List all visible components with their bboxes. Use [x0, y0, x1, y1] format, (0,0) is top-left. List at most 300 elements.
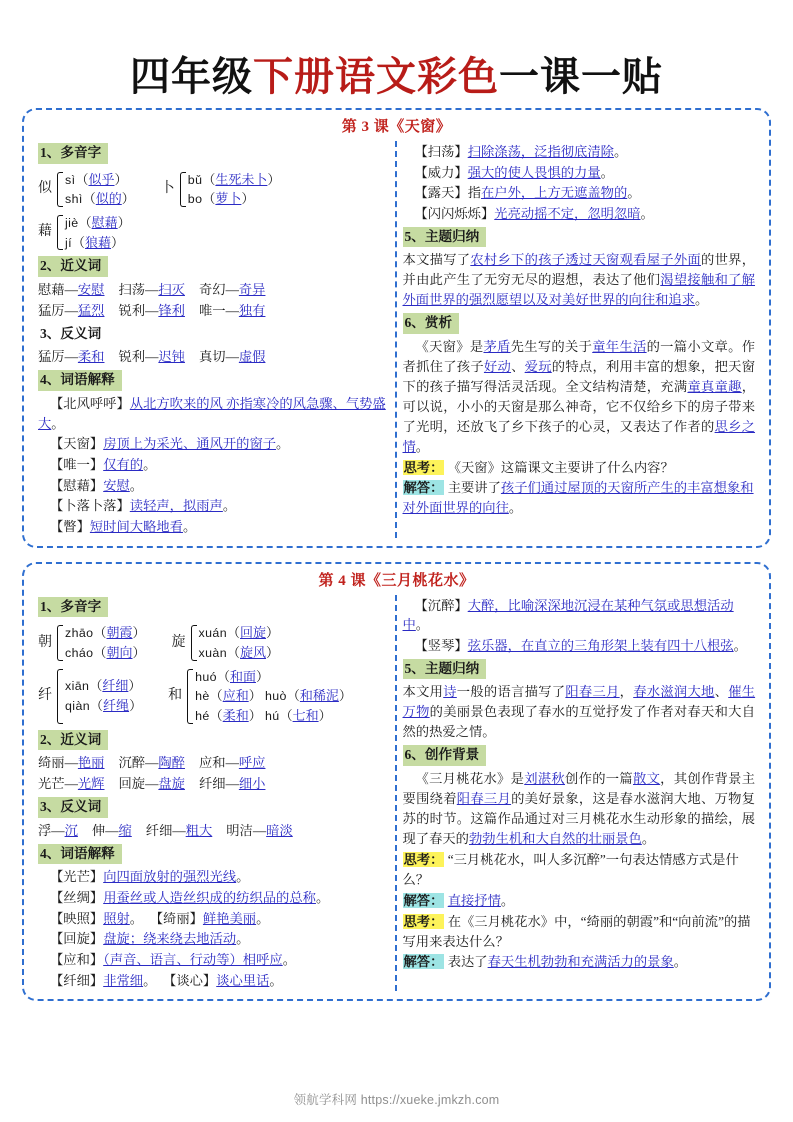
period: 。: [143, 457, 157, 473]
synonym-pair: [199, 301, 265, 321]
dash-separator: —: [64, 776, 78, 792]
body-text: ，可以说，小小的天窗是那么神奇，它不仅给乡下的房子带来了光明，还放飞了乡下孩子的心灵，又表达了作者的: [402, 378, 756, 434]
word-term: 纤细: [198, 776, 226, 792]
period: 。: [129, 477, 144, 493]
word-answer: 艳丽: [77, 755, 105, 771]
body-text: 。: [695, 292, 709, 308]
poly-item: [188, 189, 281, 209]
explanation-entry: [38, 867, 389, 887]
answer-label: 解答：: [403, 892, 444, 908]
answer-block: [403, 478, 756, 518]
brace-icon: [54, 170, 63, 209]
word-answer: 细小: [238, 776, 266, 792]
question-block: [403, 850, 756, 890]
poly-item: [65, 233, 131, 253]
poly-item: [188, 170, 281, 190]
poly-paren: ）: [111, 234, 125, 250]
poly-paren: ）: [266, 625, 280, 641]
synonym-pair: [199, 774, 265, 794]
section-header-summary: 5、主题归纳: [403, 227, 487, 248]
lesson-card: [22, 108, 771, 548]
word-answer: 盘旋: [158, 776, 185, 792]
question-block: [403, 912, 756, 952]
polyphone-group: [38, 667, 142, 726]
word-answer: 陶醉: [158, 755, 185, 771]
section-header-summary: 5、主题归纳: [403, 659, 487, 680]
word-answer: 锋利: [158, 302, 185, 318]
explanation-term: 【竖琴】: [414, 638, 468, 654]
body-text: 一般的语言描写了: [456, 684, 566, 700]
period: 。: [627, 185, 641, 201]
poly-paren: （: [226, 625, 240, 641]
poly-paren: ）: [338, 688, 352, 704]
explanation-term: 【唯一】: [50, 457, 104, 473]
polyphone-char: 纤: [38, 688, 52, 704]
period: 。: [269, 972, 283, 988]
body-text: 先生写的关于: [510, 338, 593, 354]
body-text: 创作的一篇: [565, 771, 633, 786]
synonym-pair: [38, 774, 104, 794]
lesson-title: 第 4 课《三月桃花水》: [318, 572, 475, 589]
body-text: 。: [673, 954, 688, 970]
dash-separator: —: [145, 776, 159, 792]
word-answer: 扫灭: [158, 281, 185, 297]
poly-example: 朝霞: [106, 625, 133, 641]
polyphone-items: [65, 170, 135, 209]
period: 。: [276, 436, 290, 452]
synonym-pair-row: [38, 774, 389, 794]
word-answer: 安慰: [77, 281, 105, 297]
explanation-entry: [403, 163, 756, 183]
poly-paren: ）: [241, 191, 255, 207]
word-term: 慰藉: [38, 281, 65, 297]
dash-separator: —: [225, 349, 239, 365]
period: 。: [415, 617, 430, 633]
explanation-term: 【沉醉】: [414, 597, 468, 613]
period: 。: [256, 910, 270, 926]
pinyin: jí: [65, 235, 72, 250]
page-title-part-3: 一课一贴: [499, 54, 663, 99]
explanation-entry: [38, 476, 389, 496]
body-text: 本文描写了: [402, 252, 471, 268]
polyphone-group: [38, 170, 135, 209]
page-title-part-1: 四年级: [130, 54, 253, 99]
body-text: 的世界，并由此产生了无穷无尽的遐想，表达了他们: [402, 252, 756, 288]
dash-separator: —: [105, 822, 119, 838]
brace-icon: [54, 667, 63, 726]
polyphone-items: [188, 170, 281, 209]
highlighted-answer-text: 春天生机勃勃和充满活力的景象: [487, 954, 674, 970]
dash-separator: —: [64, 755, 78, 771]
explanation-entry: [38, 888, 389, 908]
lesson-columns: [32, 595, 761, 992]
word-term: 应和: [198, 755, 226, 771]
synonym-pair: [38, 280, 104, 300]
lesson-card: [22, 562, 771, 1002]
synonym-pair: [38, 753, 104, 773]
highlighted-answer-text: 刘湛秋: [524, 771, 566, 786]
explanation-entry: [403, 596, 756, 635]
word-term: 明洁: [226, 822, 253, 838]
explanation-term: 【慰藉】: [50, 477, 104, 493]
lesson-right-column: [397, 595, 762, 992]
brace-icon: [54, 623, 63, 662]
pinyin: hé: [195, 708, 210, 723]
explanation-entry: [38, 434, 389, 454]
poly-paren: （: [279, 707, 293, 723]
body-text: 。: [415, 438, 430, 454]
poly-example: 应和: [222, 688, 249, 704]
explanation-entry: [38, 950, 389, 970]
dash-separator: —: [51, 822, 65, 838]
word-answer: 柔和: [77, 349, 105, 365]
dash-separator: —: [145, 349, 159, 365]
pinyin: shì: [65, 192, 83, 207]
summary-paragraph: [403, 682, 756, 742]
antonym-pair-row: [38, 821, 389, 841]
highlighted-answer-text: 阳春三月: [456, 790, 512, 806]
period: 。: [51, 415, 65, 431]
explanation-definition: 照射: [103, 910, 130, 926]
poly-item: [199, 623, 280, 643]
period: 。: [143, 972, 157, 988]
dash-separator: —: [225, 302, 239, 318]
antonym-pair-row: [38, 347, 389, 367]
dash-separator: —: [145, 302, 159, 318]
period: 。: [222, 498, 237, 514]
poly-example: 七和: [292, 707, 319, 723]
poly-paren: （: [78, 214, 92, 230]
polyphone-row: [38, 623, 389, 662]
question-text: “三月桃花水，叫人多沉醉”一句表达情感方式是什么？: [402, 851, 739, 887]
pinyin: bǔ: [187, 172, 203, 187]
poly-example: 狼藉: [85, 234, 112, 250]
synonym-pair-row: [38, 280, 389, 300]
section-header-polyphone: 1、多音字: [38, 597, 108, 618]
synonym-pair-row: [38, 301, 389, 321]
dash-separator: —: [225, 755, 239, 771]
think-label: 思考：: [403, 851, 444, 867]
body-text: 《三月桃花水》是: [415, 771, 525, 786]
footer-watermark: 领航学科网 https://xueke.jmkzh.com: [293, 1093, 500, 1107]
polyphone-items: [65, 213, 131, 252]
poly-paren: （: [226, 645, 240, 661]
poly-example: 似乎: [88, 171, 115, 187]
word-term: 纤细: [145, 822, 173, 838]
question-block: [403, 458, 756, 478]
poly-example: 慰藉: [91, 214, 118, 230]
word-answer: 粗大: [185, 822, 213, 838]
explanation-term: 【应和】: [50, 952, 104, 968]
highlighted-answer-text: 思乡之情: [402, 418, 756, 454]
pinyin: bo: [187, 192, 203, 207]
word-term: 真切: [198, 349, 226, 365]
poly-example: 萝卜: [215, 191, 242, 207]
poly-item: [199, 643, 280, 663]
explanation-definition: 光亮动摇不定，忽明忽暗: [494, 206, 641, 222]
explanation-term: 【纤细】: [50, 972, 104, 988]
dash-separator: —: [252, 822, 267, 838]
lesson-right-column: [397, 141, 762, 538]
body-text: 。: [641, 830, 656, 846]
explanation-term: 【映照】: [50, 910, 104, 926]
poly-item: [65, 170, 135, 190]
section-header-explanations: 4、词语解释: [38, 370, 122, 391]
poly-example: 和稀泥: [299, 688, 339, 704]
lesson-left-column: [32, 595, 397, 992]
pinyin: jiè: [65, 215, 79, 230]
explanation-term: 【光芒】: [50, 869, 104, 885]
poly-paren: ）: [255, 668, 269, 684]
brace-icon: [177, 170, 186, 209]
lesson-title: 第 3 课《天窗》: [341, 119, 452, 135]
poly-paren: ）: [121, 191, 135, 207]
polyphone-char: 似: [38, 181, 52, 197]
poly-example: 似的: [95, 191, 122, 207]
poly-paren: （: [209, 707, 223, 723]
antonym-pair: [38, 821, 78, 841]
body-text: 、: [511, 358, 525, 374]
dash-separator: —: [145, 281, 159, 297]
explanation-term: 【丝绸】: [50, 890, 104, 906]
word-answer: 暗淡: [266, 822, 293, 838]
explanation-entry: [38, 496, 389, 516]
poly-paren: ）: [132, 645, 146, 661]
explanation-term: 【扫荡】: [414, 144, 468, 159]
word-answer: 猛烈: [77, 302, 105, 318]
body-text: 。: [500, 892, 515, 908]
poly-paren: ）: [266, 645, 280, 661]
poly-example: 生死未卜: [215, 171, 268, 187]
polyphone-char: 和: [168, 688, 183, 704]
pinyin: xiān: [65, 679, 90, 694]
word-term: 回旋: [118, 776, 146, 792]
poly-example: 柔和: [222, 707, 249, 723]
polyphone-items: [195, 667, 352, 726]
answer-block: [403, 952, 756, 972]
poly-paren: ）: [114, 171, 128, 187]
pinyin: xuàn: [198, 646, 227, 661]
word-term: 猛厉: [38, 302, 65, 318]
highlighted-answer-text: 茅盾: [483, 338, 511, 354]
polyphone-group: [161, 170, 281, 209]
body-text: 的特点，利用丰富的想象，把天窗下的孩子描写得活灵活现。全文结构清楚，充满: [402, 358, 756, 394]
poly-item: [65, 676, 142, 696]
word-answer: 独有: [238, 302, 266, 318]
dash-separator: —: [64, 281, 78, 297]
highlighted-answer-text: 爱玩: [524, 358, 552, 374]
poly-paren: ）: [129, 698, 143, 714]
poly-paren: （: [75, 171, 89, 187]
word-term: 扫荡: [118, 281, 146, 297]
explanation-definition: 弦乐器，在直立的三角形架上装有四十八根弦: [467, 638, 734, 654]
explanation-entry: [38, 394, 389, 433]
section-header-synonyms: 2、近义词: [38, 730, 108, 751]
explanation-term: 【谈心】: [163, 972, 217, 988]
body-text: 本文用: [402, 684, 444, 700]
pinyin: xuán: [198, 626, 227, 641]
explanation-definition: 强大的使人畏惧的力量: [467, 164, 601, 180]
word-answer: 沉: [64, 822, 78, 838]
polyphone-items: [65, 676, 142, 715]
summary-paragraph: [403, 250, 756, 310]
explanation-entry: [38, 455, 389, 475]
body-text: 的美好景象，这是春水滋润大地、万物复苏的时节。这篇作品通过对三月桃花水生动形象的描绘，展现了春天的: [402, 790, 756, 846]
dash-separator: —: [64, 349, 78, 365]
explanation-entry: [403, 142, 756, 162]
poly-item: [65, 623, 146, 643]
explanation-definition: 非常细: [103, 972, 144, 988]
polyphone-char: 朝: [38, 635, 52, 650]
poly-example: 朝向: [106, 645, 133, 661]
poly-paren: （: [93, 625, 107, 641]
polyphone-group: [168, 667, 352, 726]
section-header-antonyms: 3、反义词: [38, 797, 108, 818]
pinyin: hú: [264, 708, 280, 723]
poly-paren: （: [72, 234, 86, 250]
explanation-entry: [38, 517, 389, 537]
synonym-pair: [118, 280, 184, 300]
word-term: 唯一: [198, 302, 226, 318]
highlighted-answer-text: 诗: [443, 684, 457, 700]
explanation-definition: 房顶上为采光、通风开的窗子: [103, 436, 277, 452]
lesson-columns: [32, 141, 761, 538]
word-answer: 缩: [118, 822, 132, 838]
poly-paren: （: [89, 678, 103, 694]
page-title-part-2: 下册语文彩色: [253, 54, 499, 99]
poly-paren: （: [209, 688, 223, 704]
poly-example: 和面: [229, 668, 256, 684]
polyphone-row: [38, 170, 389, 209]
poly-item: [65, 643, 146, 663]
poly-paren: （: [202, 171, 216, 187]
antonym-pair: [92, 821, 132, 841]
polyphone-char: 旋: [171, 635, 186, 650]
synonym-pair: [118, 301, 184, 321]
explanation-definition: 大醉，比喻深深地沉浸在某种气氛或思想活动中: [402, 597, 734, 633]
lesson-left-column: [32, 141, 397, 538]
pinyin: huò: [264, 689, 287, 704]
word-term: 锐利: [118, 302, 146, 318]
explanation-definition: 仅有的: [103, 457, 144, 473]
period: 。: [236, 869, 250, 885]
answer-label: 解答：: [403, 480, 444, 496]
section-header-analysis: 6、赏析: [403, 313, 460, 334]
polyphone-group: [172, 623, 280, 662]
synonym-pair: [199, 753, 265, 773]
poly-paren: （: [216, 668, 230, 684]
explanation-entry: [38, 929, 389, 949]
highlighted-answer-text: 勃勃生机和大自然的壮丽景色: [468, 830, 642, 846]
explanation-entry: [403, 636, 756, 656]
poly-example: 旋风: [240, 645, 267, 661]
explanation-term: 【闪闪烁烁】: [414, 206, 495, 222]
word-answer: 呼应: [238, 755, 266, 771]
highlighted-answer-text: 散文: [632, 771, 661, 786]
dash-separator: —: [172, 822, 186, 838]
pinyin: huó: [195, 669, 217, 684]
body-text: 的一篇小文章。作者抓住了孩子: [402, 338, 756, 374]
explanation-term: 【瞥】: [50, 519, 90, 535]
synonym-pair: [38, 301, 104, 321]
explanation-definition: 在户外，上方无遮盖物的: [480, 185, 628, 201]
explanation-term: 【卜落卜落】: [50, 498, 130, 514]
antonym-pair: [199, 347, 265, 367]
dash-separator: —: [145, 755, 159, 771]
highlighted-answer-text: 阳春三月: [565, 684, 620, 700]
poly-example: 纤细: [102, 678, 129, 694]
poly-item: [195, 706, 352, 726]
explanation-term: 【威力】: [414, 164, 468, 180]
period: 。: [129, 910, 144, 926]
synonym-pair: [118, 774, 184, 794]
section-header-antonyms: 3、反义词: [40, 325, 102, 341]
section-header-explanations: 4、词语解释: [38, 844, 122, 865]
question-text: 《天窗》这篇课文主要讲了什么内容？: [447, 459, 674, 475]
body-text: 主要讲了: [447, 480, 501, 496]
body-text: 。: [508, 500, 523, 516]
word-term: 猛厉: [38, 349, 65, 365]
poly-paren: ）: [248, 688, 262, 704]
explanation-definition: 盘旋；绕来绕去地活动: [103, 931, 237, 947]
poly-paren: （: [202, 191, 216, 207]
highlighted-answer-text: 好动: [483, 358, 512, 374]
analysis-paragraph: [403, 337, 756, 457]
pinyin: sì: [65, 172, 76, 187]
highlighted-answer-text: 春水滋润大地: [633, 684, 715, 700]
antonym-pair: [146, 821, 212, 841]
highlighted-answer-text: 催生万物: [402, 684, 756, 720]
explanation-definition: 扫除涤荡，泛指彻底清除: [467, 144, 614, 159]
poly-paren: ）: [117, 214, 131, 230]
word-answer: 奇异: [238, 281, 266, 297]
polyphone-items: [199, 623, 280, 662]
body-text: 表达了: [447, 954, 488, 970]
poly-paren: ）: [267, 171, 281, 187]
think-label: 思考：: [403, 459, 444, 475]
poly-paren: （: [286, 688, 300, 704]
antonym-pair: [118, 347, 184, 367]
poly-example: 纤绳: [103, 698, 130, 714]
polyphone-char: 藉: [38, 224, 52, 240]
dash-separator: —: [225, 281, 239, 297]
period: 。: [236, 931, 250, 947]
explanation-entry: [38, 909, 389, 929]
body-text: ，其创作背景主要围绕着: [402, 771, 756, 806]
polyphone-group: [38, 623, 146, 662]
think-label: 思考：: [403, 913, 444, 929]
polyphone-row: [38, 667, 389, 726]
synonym-pair: [118, 753, 184, 773]
synonym-pair: [199, 280, 265, 300]
poly-example: 回旋: [240, 625, 267, 641]
explanation-definition: 从北方吹来的风 亦指寒冷的风急骤、气势盛大: [38, 396, 386, 431]
highlighted-answer-text: 童年生活: [592, 338, 647, 354]
word-answer: 迟钝: [158, 349, 185, 365]
period: 。: [282, 952, 296, 968]
explanation-definition: 短时间大略地看: [89, 519, 183, 535]
analysis-paragraph: [403, 769, 756, 849]
poly-paren: （: [82, 191, 96, 207]
body-text: 的美丽景色表现了春水的互觉抒发了作者对春天和大自然的热爱之情。: [402, 704, 756, 740]
word-term: 光芒: [38, 776, 65, 792]
polyphone-row: [38, 213, 389, 252]
explanation-term: 【绮丽】: [149, 910, 203, 926]
explanation-lead: 指: [467, 185, 481, 201]
highlighted-answer-text: 农村乡下的孩子透过天窗观看屋子外面: [470, 252, 702, 268]
word-term: 奇幻: [198, 281, 226, 297]
word-term: 绮丽: [38, 755, 65, 771]
